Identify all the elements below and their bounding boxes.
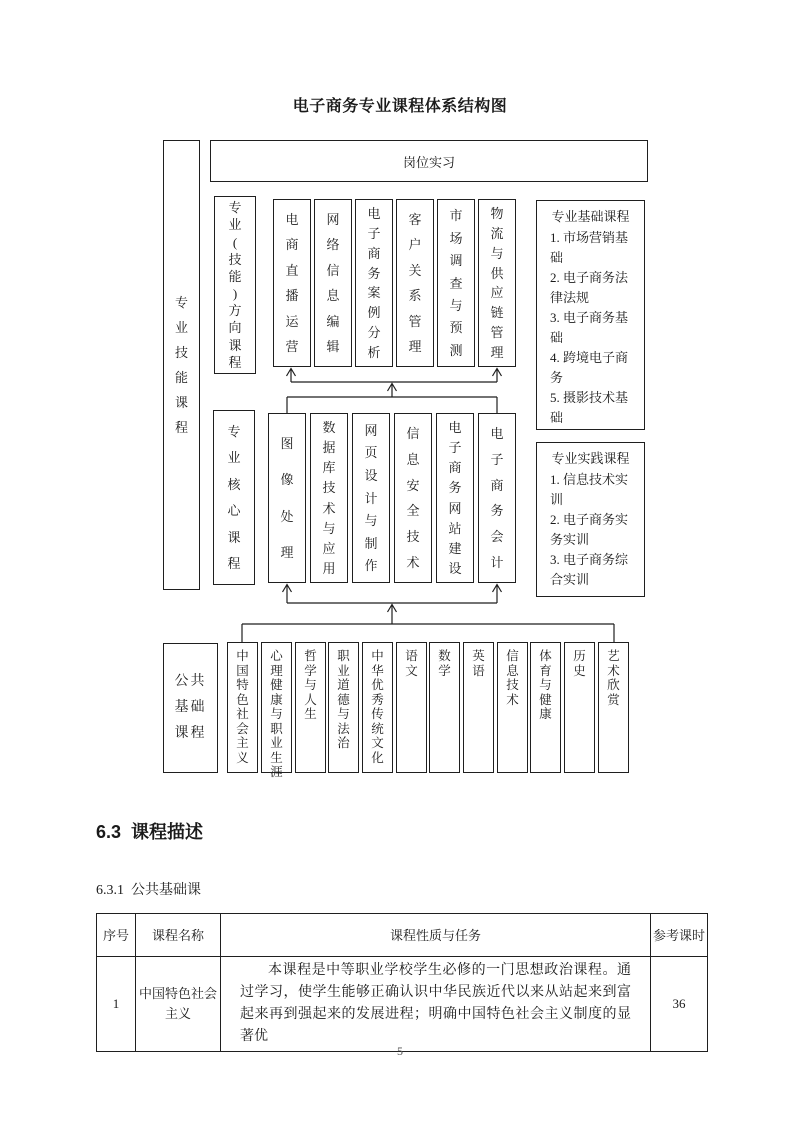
course-box-public-11: 历 史 bbox=[564, 642, 595, 773]
page-number: 5 bbox=[397, 1044, 403, 1058]
diagram-title: 电子商务专业课程体系结构图 bbox=[292, 98, 508, 115]
course-box-core-1: 图 像 处 理 bbox=[268, 413, 306, 583]
course-box-core-5: 电 子 商 务 网 站 建 设 bbox=[436, 413, 474, 583]
table-row bbox=[97, 957, 708, 1052]
course-box-direction-4: 客 户 关 系 管 理 bbox=[396, 199, 434, 367]
course-box-direction-2: 网 络 信 息 编 辑 bbox=[314, 199, 352, 367]
course-box-direction-6: 物 流 与 供 应 链 管 理 bbox=[478, 199, 516, 367]
col-header-course-name: 课程名称 bbox=[136, 914, 221, 957]
course-box-core-6: 电 子 商 务 会 计 bbox=[478, 413, 516, 583]
col-header-reference-hours: 参考课时 bbox=[651, 914, 708, 957]
course-box-public-2: 心 理 健 康 与 职 业 生 涯 bbox=[261, 642, 292, 773]
table-header-row bbox=[97, 914, 708, 957]
course-box-core-2: 数 据 库 技 术 与 应 用 bbox=[310, 413, 348, 583]
course-box-public-3: 哲 学 与 人 生 bbox=[295, 642, 326, 773]
section-heading: 6.3 课程描述 bbox=[96, 822, 204, 842]
course-box-public-7: 数 学 bbox=[429, 642, 460, 773]
label-core-courses: 专 业 核 心 课 程 bbox=[213, 410, 255, 585]
subsection-heading: 6.3.1 公共基础课 bbox=[96, 883, 201, 898]
course-box-public-10: 体 育 与 健 康 bbox=[530, 642, 561, 773]
course-description-text: 本课程是中等职业学校学生必修的一门思想政治课程。通过学习，使学生能够正确认识中华民族近代以来从站起来到富起来再到强起来的发展进程；明确中国特色社会主义制度的显著优 bbox=[240, 963, 631, 1044]
basic-box-item: 4. 跨境电子商务 bbox=[550, 350, 629, 385]
col-header-nature-task: 课程性质与任务 bbox=[221, 914, 651, 957]
course-box-public-4: 职 业 道 德 与 法 治 bbox=[328, 642, 359, 773]
practice-box-title: 专业实践课程 bbox=[551, 451, 630, 466]
box-professional-basic-courses bbox=[536, 200, 645, 430]
cell-number: 1 bbox=[97, 957, 136, 1052]
col-header-number: 序号 bbox=[97, 914, 136, 957]
box-professional-practice-courses bbox=[536, 442, 645, 597]
band-professional-skill-courses: 专 业 技 能 课 程 bbox=[163, 140, 200, 590]
course-box-direction-3: 电 子 商 务 案 例 分 析 bbox=[355, 199, 393, 367]
practice-box-item: 3. 电子商务综合实训 bbox=[550, 552, 629, 587]
cell-course-description bbox=[221, 957, 651, 1052]
course-box-direction-1: 电 商 直 播 运 营 bbox=[273, 199, 311, 367]
cell-reference-hours: 36 bbox=[651, 957, 708, 1052]
course-box-public-1: 中 国 特 色 社 会 主 义 bbox=[227, 642, 258, 773]
box-post-internship: 岗位实习 bbox=[210, 140, 648, 182]
course-box-core-3: 网 页 设 计 与 制 作 bbox=[352, 413, 390, 583]
course-box-public-6: 语 文 bbox=[396, 642, 427, 773]
course-box-public-12: 艺 术 欣 赏 bbox=[598, 642, 629, 773]
practice-box-item: 2. 电子商务实务实训 bbox=[550, 512, 629, 547]
course-box-core-4: 信 息 安 全 技 术 bbox=[394, 413, 432, 583]
label-direction-courses: 专 业 ( 技 能 ) 方 向 课 程 bbox=[214, 196, 256, 374]
practice-box-item: 1. 信息技术实训 bbox=[550, 472, 629, 507]
course-box-direction-5: 市 场 调 查 与 预 测 bbox=[437, 199, 475, 367]
cell-course-name: 中国特色社会主义 bbox=[136, 957, 221, 1052]
basic-box-item: 3. 电子商务基础 bbox=[550, 310, 629, 345]
course-description-table bbox=[96, 913, 708, 1052]
basic-box-item: 2. 电子商务法律法规 bbox=[550, 270, 629, 305]
course-box-public-5: 中 华 优 秀 传 统 文 化 bbox=[362, 642, 393, 773]
label-public-basic-courses: 公共基础课程 bbox=[163, 643, 218, 773]
basic-box-item: 1. 市场营销基础 bbox=[550, 230, 629, 265]
basic-box-item: 5. 摄影技术基础 bbox=[550, 390, 629, 425]
course-box-public-9: 信 息 技 术 bbox=[497, 642, 528, 773]
basic-box-title: 专业基础课程 bbox=[551, 209, 630, 224]
course-box-public-8: 英 语 bbox=[463, 642, 494, 773]
